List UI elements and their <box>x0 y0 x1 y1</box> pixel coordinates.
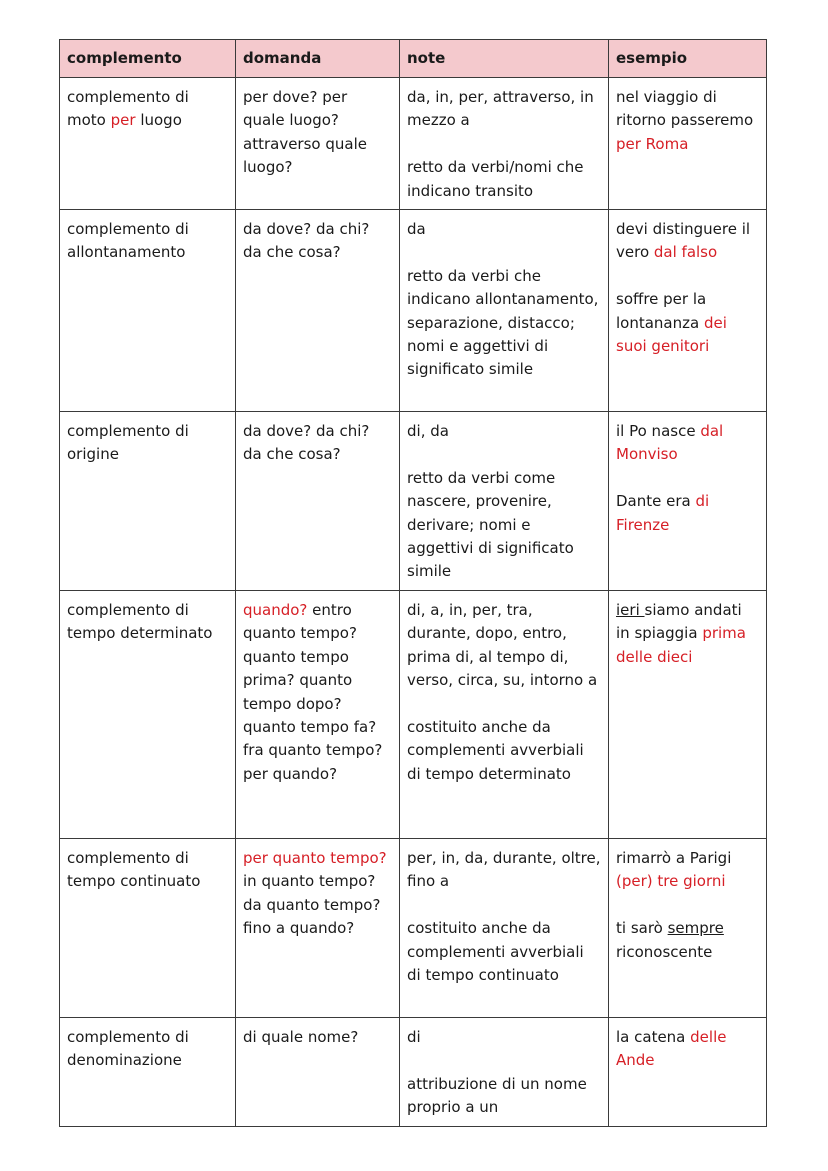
header-row <box>60 40 767 78</box>
cell-esempio: la catena delle Ande <box>609 1018 767 1127</box>
cell-note: di, da retto da verbi come nascere, provenire, derivare; nomi e aggettivi di significato simile <box>400 412 609 591</box>
cell-complemento: complemento di denominazione <box>60 1018 236 1127</box>
cell-domanda: di quale nome? <box>236 1018 400 1127</box>
header-domanda: domanda <box>236 40 400 78</box>
cell-note: da retto da verbi che indicano allontanamento, separazione, distacco; nomi e aggettivi di significato simile <box>400 210 609 412</box>
cell-complemento: complemento di tempo continuato <box>60 839 236 1018</box>
cell-complemento: complemento di allontanamento <box>60 210 236 412</box>
table-row <box>60 1018 767 1127</box>
cell-esempio: il Po nasce dal Monviso Dante era di Firenze <box>609 412 767 591</box>
cell-note: per, in, da, durante, oltre, fino a costituito anche da complementi avverbiali di tempo continuato <box>400 839 609 1018</box>
cell-note: di, a, in, per, tra, durante, dopo, entro, prima di, al tempo di, verso, circa, su, intorno a costituito anche da complementi avverbiali di tempo determinato <box>400 591 609 839</box>
cell-domanda: per dove? per quale luogo? attraverso quale luogo? <box>236 78 400 210</box>
table-row <box>60 210 767 412</box>
cell-domanda: da dove? da chi? da che cosa? <box>236 412 400 591</box>
table-row <box>60 412 767 591</box>
cell-note: da, in, per, attraverso, in mezzo a retto da verbi/nomi che indicano transito <box>400 78 609 210</box>
header-note: note <box>400 40 609 78</box>
header-esempio: esempio <box>609 40 767 78</box>
cell-complemento: complemento di origine <box>60 412 236 591</box>
table-row <box>60 591 767 839</box>
header-complemento: complemento <box>60 40 236 78</box>
cell-domanda: quando? entro quanto tempo? quanto tempo prima? quanto tempo dopo? quanto tempo fa? fra quanto tempo? per quando? <box>236 591 400 839</box>
table-row <box>60 78 767 210</box>
cell-domanda: da dove? da chi? da che cosa? <box>236 210 400 412</box>
cell-esempio: ieri siamo andati in spiaggia prima delle dieci <box>609 591 767 839</box>
cell-esempio: devi distinguere il vero dal falso soffre per la lontananza dei suoi genitori <box>609 210 767 412</box>
cell-esempio: rimarrò a Parigi (per) tre giorni ti sarò sempre riconoscente <box>609 839 767 1018</box>
cell-complemento: complemento di tempo determinato <box>60 591 236 839</box>
cell-complemento: complemento di moto per luogo <box>60 78 236 210</box>
cell-note: di attribuzione di un nome proprio a un <box>400 1018 609 1127</box>
table-row <box>60 839 767 1018</box>
complementi-table <box>59 39 767 1127</box>
cell-esempio: nel viaggio di ritorno passeremo per Roma <box>609 78 767 210</box>
cell-domanda: per quanto tempo? in quanto tempo? da quanto tempo? fino a quando? <box>236 839 400 1018</box>
